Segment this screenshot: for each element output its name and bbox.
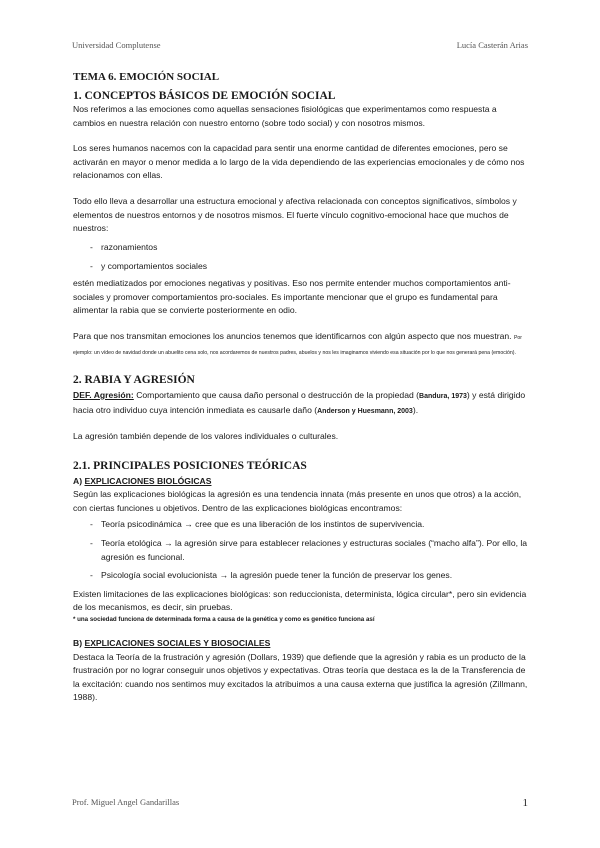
paragraph: Según las explicaciones biológicas la agresión es una tendencia innata (más presente en unos que otros) a la acción, con ciertas funciones u objetivos. Dentro de las explicaciones biológicas encontramos: — [73, 489, 522, 513]
subsection-b-label: B) — [73, 638, 85, 649]
subsection-b-title: EXPLICACIONES SOCIALES Y BIOSOCIALES — [84, 638, 271, 649]
paragraph: estén mediatizados por emociones negativas y positivas. Eso nos permite entender muchos comportamientos anti-sociales y promover comportamientos pro-sociales. Es importante mencionar que el grupo es fundamental para alimentar la rabia que se convierte posteriormente en odio. — [73, 277, 511, 316]
section-2-1-title: 2.1. PRINCIPALES POSICIONES TEÓRICAS — [73, 459, 307, 472]
section-1-title: 1. CONCEPTOS BÁSICOS DE EMOCIÓN SOCIAL — [73, 90, 336, 102]
bullet-list — [73, 241, 528, 274]
paragraph — [73, 330, 528, 361]
subsection-a-heading — [73, 475, 528, 489]
paragraph: Todo ello lleva a desarrollar una estructura emocional y afectiva relacionada con conceptos significativos, símbolos y elementos de nuestros entornos y de nosotros mismos. El fuerte vínculo cognitivo-emocional hace que muchos de nuestros: — [73, 195, 517, 234]
header-university: Universidad Complutense — [72, 40, 161, 50]
list-item: - Teoría psicodinámica → cree que es una liberación de los instintos de supervivencia. — [73, 518, 528, 532]
footnote: * una sociedad funciona de determinada forma a causa de la genética y como es genético funciona así — [73, 616, 375, 624]
definition-text: ) y está dirigido hacia otro individuo cuya intención inmediata es causarle daño ( — [73, 389, 526, 415]
paragraph: Los seres humanos nacemos con la capacidad para sentir una enorme cantidad de diferentes emociones, pero se activarán en mayor o menor medida a lo largo de la vida dependiendo de las experiencias emocionales y de cómo nos relacionamos con ellas. — [73, 143, 525, 181]
paragraph: La agresión también depende de los valores individuales o culturales. — [73, 431, 339, 442]
definition-label: DEF. Agresión: — [73, 389, 134, 400]
page-header — [72, 40, 528, 50]
list-item: - razonamientos — [73, 241, 528, 255]
paragraph: Existen limitaciones de las explicaciones biológicas: son reduccionista, determinista, lógica circular*, pero sin evidencia de los mecanismos, es decir, sin pruebas. — [73, 588, 527, 613]
list-item: - Teoría etológica → la agresión sirve para establecer relaciones y estructuras sociales (“macho alfa”). Por ello, la agresión es funcional. — [73, 537, 528, 564]
page-content — [73, 70, 528, 705]
list-item: - Psicología social evolucionista → la agresión puede tener la función de preservar los genes. — [73, 569, 528, 583]
citation: Bandura, 1973 — [419, 392, 467, 400]
theories-list — [73, 518, 528, 582]
subsection-b-heading — [73, 637, 528, 651]
example-main: Para que nos transmitan emociones los anuncios tenemos que identificarnos con algún aspecto que nos muestran. — [73, 330, 512, 341]
topic-title: TEMA 6. EMOCIÓN SOCIAL — [73, 71, 220, 83]
footer-professor: Prof. Miguel Angel Gandarillas — [72, 797, 180, 807]
example-note: Por ejemplo: un vídeo de navidad donde un abuelito cena solo, nos acordaremos de nuestros padres, abuelos y nos les imaginamos viviendo esa situación por lo que nos generará pena (emoción). — [73, 334, 523, 357]
subsection-a-label: A) — [73, 475, 85, 486]
section-2-title: 2. RABIA Y AGRESIÓN — [73, 373, 195, 386]
header-author: Lucía Casterán Arias — [456, 40, 528, 50]
list-item: - y comportamientos sociales — [73, 260, 528, 274]
page-footer — [72, 797, 528, 809]
paragraph: Destaca la Teoría de la frustración y agresión (Dollars, 1939) que defiende que la agresión y rabia es un producto de la frustración por no lograr conseguir unos objetivos y expectativas. Otras teoría que destaca es la de la Transferencia de la excitación: cuando nos sentimos muy excitados la atribuimos a una causa externa que justifica la agresión (Zillmann, 1988). — [73, 651, 528, 703]
definition — [73, 389, 528, 418]
page-number: 1 — [522, 797, 528, 809]
definition-text: Comportamiento que causa daño personal o destrucción de la propiedad ( — [133, 389, 420, 400]
paragraph: Nos referimos a las emociones como aquellas sensaciones fisiológicas que experimentamos como respuesta a cambios en nuestra relación con nuestro entorno (sobre todo social) y con nosotros mismos. — [73, 104, 497, 128]
definition-text: ). — [412, 404, 419, 415]
subsection-a-title: EXPLICACIONES BIOLÓGICAS — [84, 475, 212, 486]
citation: Anderson y Huesmann, 2003 — [317, 407, 413, 415]
